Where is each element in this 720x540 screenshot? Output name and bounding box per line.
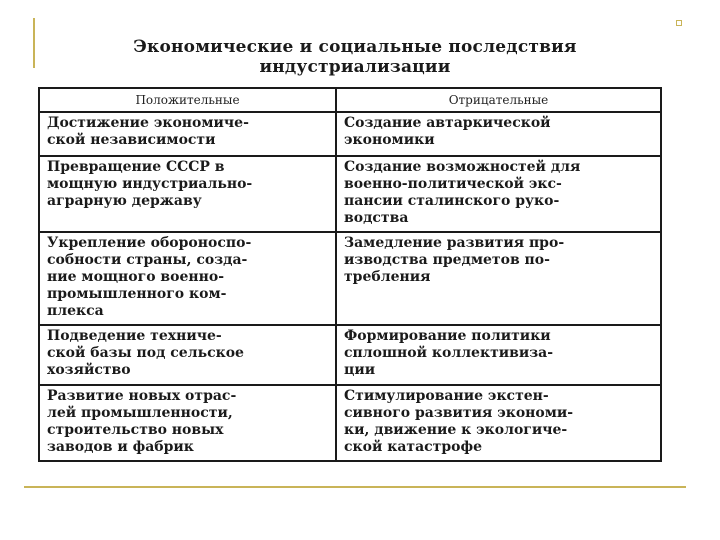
table-row bbox=[39, 325, 661, 385]
title-line-2: индустриализации bbox=[259, 57, 451, 77]
header-negative: Отрицательные bbox=[336, 88, 661, 112]
page-title bbox=[40, 37, 670, 77]
cell-positive: Развитие новых отрас- лей промышленности, строительство новых заводов и фабрик bbox=[39, 385, 336, 461]
decorative-vertical-line bbox=[33, 18, 35, 68]
table-row bbox=[39, 232, 661, 325]
cell-positive: Подведение техниче- ской базы под сельское хозяйство bbox=[39, 325, 336, 385]
cell-negative: Формирование политики сплошной коллективиза- ции bbox=[336, 325, 661, 385]
table-row bbox=[39, 156, 661, 232]
table-row bbox=[39, 385, 661, 461]
title-line-1: Экономические и социальные последствия bbox=[133, 37, 577, 57]
cell-negative: Замедление развития про- изводства предметов по- требления bbox=[336, 232, 661, 325]
cell-positive: Превращение СССР в мощную индустриально- аграрную державу bbox=[39, 156, 336, 232]
consequences-table bbox=[38, 87, 662, 462]
cell-negative: Создание автаркической экономики bbox=[336, 112, 661, 156]
table-header-row bbox=[39, 88, 661, 112]
cell-negative: Создание возможностей для военно-политической экс- пансии сталинского руко- водства bbox=[336, 156, 661, 232]
decorative-corner-square bbox=[676, 20, 682, 26]
cell-positive: Укрепление обороноспо- собности страны, созда- ние мощного военно- промышленного ком- плекса bbox=[39, 232, 336, 325]
cell-positive: Достижение экономиче- ской независимости bbox=[39, 112, 336, 156]
decorative-horizontal-line bbox=[24, 486, 686, 488]
cell-negative: Стимулирование экстен- сивного развития экономи- ки, движение к экологиче- ской катастрофе bbox=[336, 385, 661, 461]
table-row bbox=[39, 112, 661, 156]
header-positive: Положительные bbox=[39, 88, 336, 112]
